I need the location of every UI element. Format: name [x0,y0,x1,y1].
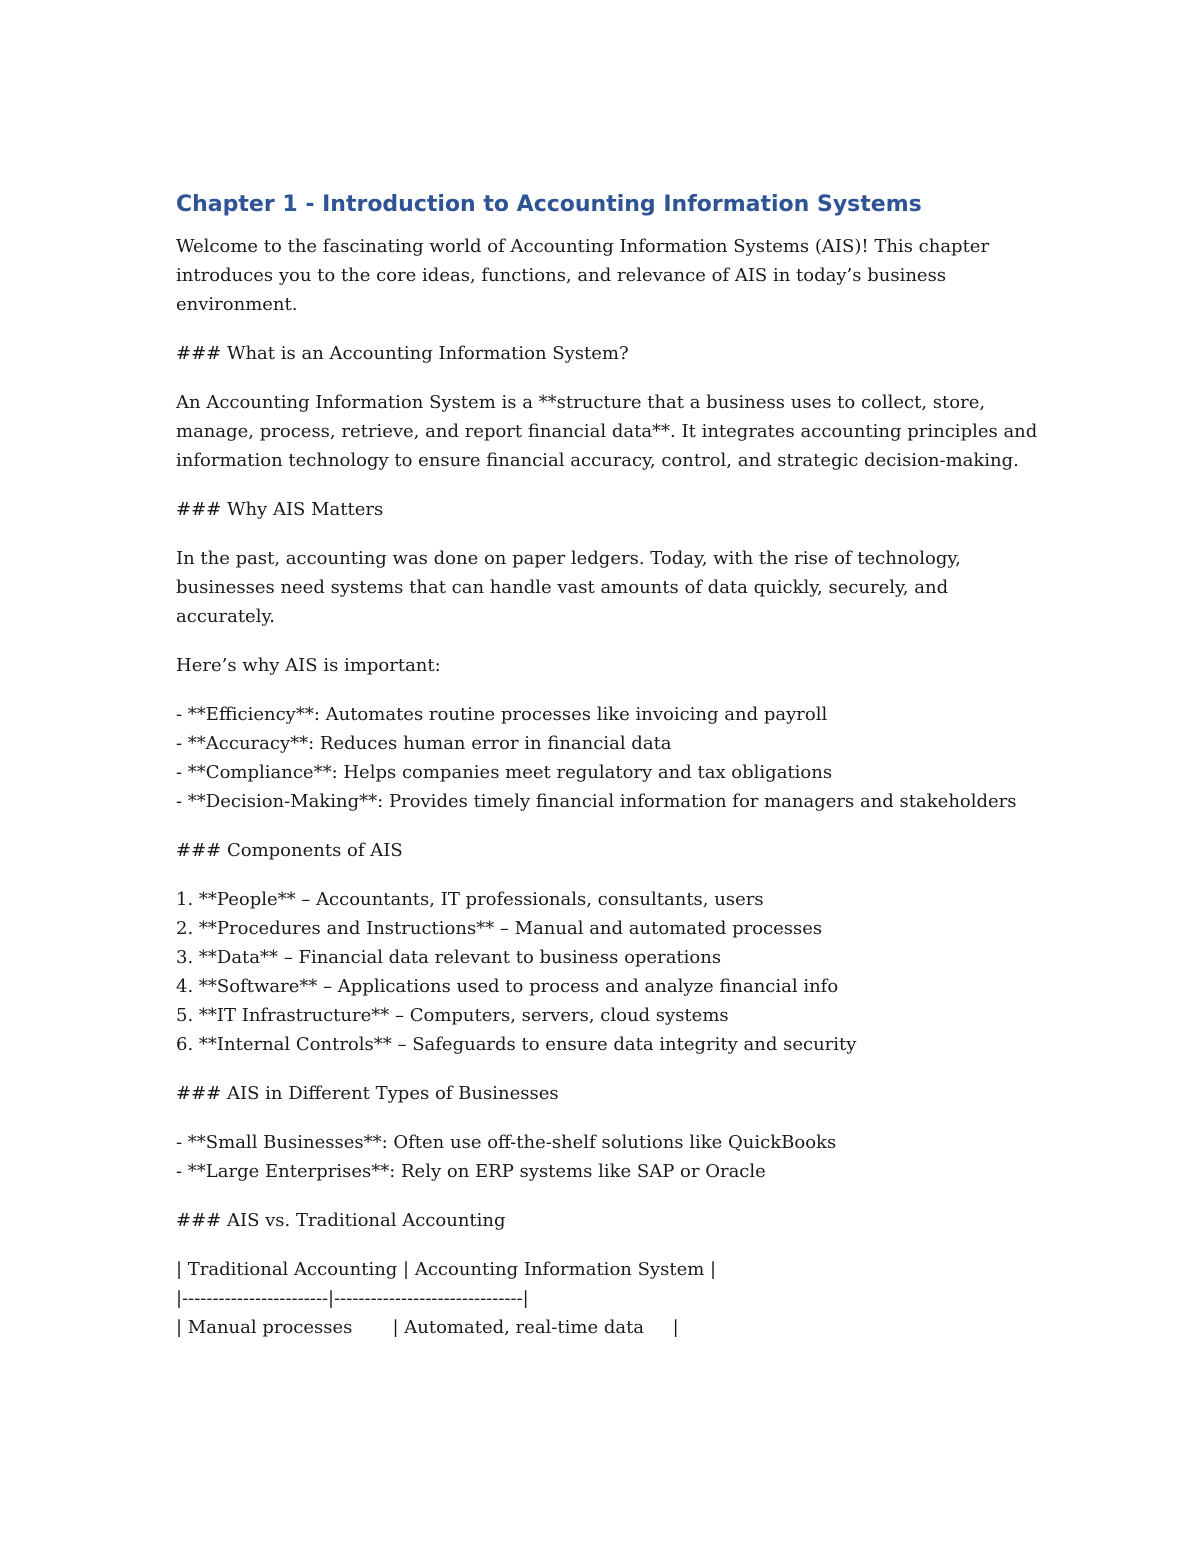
table-row: | Traditional Accounting | Accounting Information System | [176,1259,717,1280]
heading-business-types: ### AIS in Different Types of Businesses [176,1083,559,1104]
table-row: |------------------------|-------------------------------| [176,1288,529,1309]
components-list [176,885,1046,1059]
heading-ais-vs-traditional: ### AIS vs. Traditional Accounting [176,1210,506,1231]
heading-components: ### Components of AIS [176,840,403,861]
heading-what-is-ais: ### What is an Accounting Information System? [176,343,629,364]
what-is-ais-paragraph: An Accounting Information System is a **structure that a business uses to collect, store, manage, process, retrieve, and report financial data**. It integrates accounting principles and information technology to ensure financial accuracy, control, and strategic decision-making. [176,392,1038,471]
importance-list [176,700,1046,816]
list-item: - **Compliance**: Helps companies meet regulatory and tax obligations [176,762,833,783]
chapter-title: Chapter 1 - Introduction to Accounting Information Systems [176,192,922,217]
table-row: | Manual processes | Automated, real-time data | [176,1317,679,1338]
list-item: - **Small Businesses**: Often use off-the-shelf solutions like QuickBooks [176,1132,837,1153]
comparison-table-text [176,1255,1046,1342]
list-item: 2. **Procedures and Instructions** – Manual and automated processes [176,918,823,939]
list-item: - **Accuracy**: Reduces human error in financial data [176,733,672,754]
list-item: 3. **Data** – Financial data relevant to business operations [176,947,722,968]
business-types-list [176,1128,1046,1186]
list-item: 1. **People** – Accountants, IT professionals, consultants, users [176,889,764,910]
why-ais-matters-paragraph: In the past, accounting was done on paper ledgers. Today, with the rise of technology, businesses need systems that can handle vast amounts of data quickly, securely, and accurately. [176,548,961,627]
list-item: 5. **IT Infrastructure** – Computers, servers, cloud systems [176,1005,729,1026]
list-item: - **Efficiency**: Automates routine processes like invoicing and payroll [176,704,828,725]
list-item: - **Decision-Making**: Provides timely financial information for managers and stakeholders [176,791,1017,812]
heading-why-ais-matters: ### Why AIS Matters [176,499,384,520]
list-item: 4. **Software** – Applications used to process and analyze financial info [176,976,839,997]
importance-intro: Here’s why AIS is important: [176,655,441,676]
list-item: 6. **Internal Controls** – Safeguards to ensure data integrity and security [176,1034,857,1055]
document-page [176,188,1046,1362]
intro-paragraph: Welcome to the fascinating world of Accounting Information Systems (AIS)! This chapter introduces you to the core ideas, functions, and relevance of AIS in today’s business environment. [176,236,990,315]
list-item: - **Large Enterprises**: Rely on ERP systems like SAP or Oracle [176,1161,766,1182]
